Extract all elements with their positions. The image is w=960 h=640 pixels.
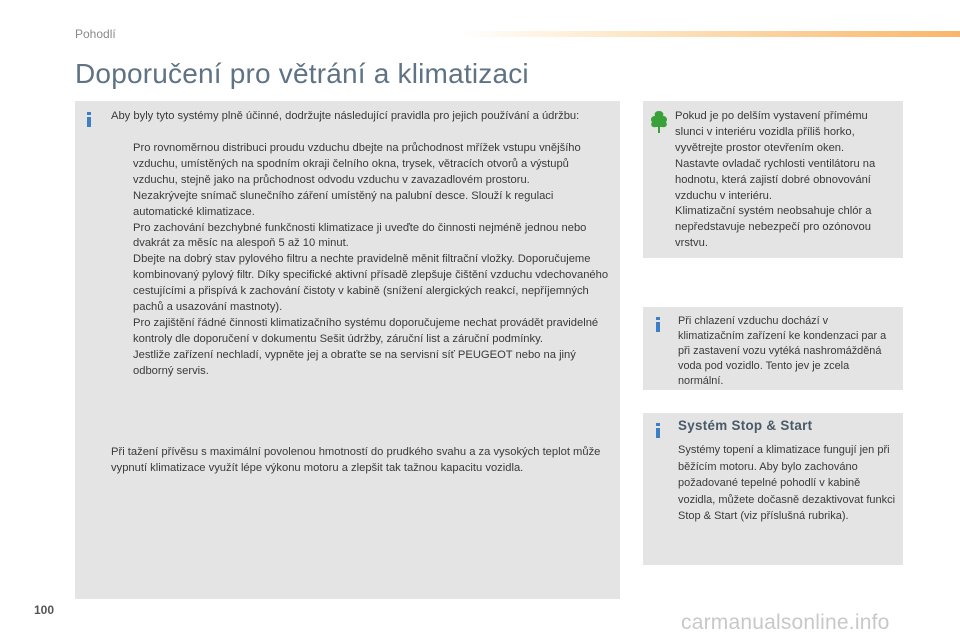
eco-paragraph: Klimatizační systém neobsahuje chlór a nepředstavuje nebezpečí pro ozónovou vrstvu. [675, 205, 872, 250]
list-item-text: Pro rovnoměrnou distribuci proudu vzduchu dbejte na průchodnost mřížek vstupu vnějšího vzduchu, umístěných na spodním okraji čelního okna, trysek, větracích otvorů a výstupů vzduchu, stejně jako na průchodnost odvodu vzduchu v zavazadlovém prostoru. [133, 142, 581, 186]
list-item [111, 316, 611, 348]
stop-start-panel [643, 413, 903, 565]
list-item-text: Pro zajištění řádné činnosti klimatizačního systému doporučujeme nechat provádět pravidelné kontroly dle doporučení v dokumentu Sešit údržby, záruční list a záruční podmínky. [133, 316, 599, 345]
list-item [111, 348, 611, 380]
list-item [111, 221, 611, 253]
list-item-text: Dbejte na dobrý stav pylového filtru a nechte pravidelně měnit filtrační vložky. Doporučujeme kombinovaný pylový filtr. Díky specifické aktivní přísadě zlepšuje čištění vzduchu vdechovaného cestujícími a přispívá k zachování čistoty v kabině (snížení alergických reakcí, nepříjemných pachů a usazování mastnoty). [133, 253, 609, 314]
page-number: 100 [34, 603, 55, 617]
towing-paragraph: Při tažení přívěsu s maximální povolenou hmotností do prudkého svahu a za vysokých teplot může vypnutí klimatizace využít lépe výkonu motoru a zlepšit tak tažnou kapacitu vozidla. [111, 446, 601, 474]
info-icon [656, 317, 660, 332]
intro-paragraph: Aby byly tyto systémy plně účinné, dodržujte následující pravidla pro jejich používání a údržbu: [111, 110, 580, 122]
list-item-text: Jestliže zařízení nechladí, vypněte jej a obraťte se na servisní síť PEUGEOT nebo na jiný odborný servis. [133, 348, 576, 377]
ventilation-advice-panel [75, 101, 620, 599]
eco-paragraph: Pokud je po delším vystavení přímému slunci v interiéru vozidla příliš horko, vyvětrejte prostor otevřením oken. [675, 110, 868, 154]
advice-list [111, 141, 611, 380]
list-item [111, 189, 611, 221]
list-item-text: Pro zachování bezchybné funkčnosti klimatizace ji uveďte do činnosti nejméně jednou nebo dvakrát za měsíc na alespoň 5 až 10 minut. [133, 221, 587, 250]
page-title: Doporučení pro větrání a klimatizaci [75, 58, 529, 89]
condensation-note-text: Při chlazení vzduchu dochází v klimatizačním zařízení ke kondenzaci par a při zastavení vozu vytéká nashromážděná voda pod vozidlo. Tento jev je zcela normální. [678, 315, 887, 387]
section-label: Pohodlí [75, 27, 116, 41]
header-accent-bar [460, 31, 960, 37]
stop-start-text: Systémy topení a klimatizace fungují jen při běžícím motoru. Aby bylo zachováno požadované tepelné pohodlí v kabině vozidla, můžete dočasně dezaktivovat funkci Stop & Start (viz příslušná rubrika). [678, 444, 896, 523]
list-item [111, 141, 611, 189]
eco-paragraph: Nastavte ovladač rychlosti ventilátoru na hodnotu, která zajistí dobré obnovování vzduchu v interiéru. [675, 157, 876, 202]
list-item [111, 252, 611, 316]
watermark: carmanualsonline.info [681, 611, 890, 634]
info-icon [656, 423, 660, 438]
stop-start-heading: Systém Stop & Start [678, 418, 813, 433]
tree-icon [649, 110, 669, 134]
info-icon [87, 112, 91, 127]
eco-note-text [675, 109, 897, 252]
eco-note-panel [643, 101, 903, 258]
list-item-text: Nezakrývejte snímač slunečního záření umístěný na palubní desce. Slouží k regulaci automatické klimatizace. [133, 189, 554, 218]
condensation-note-panel [643, 307, 903, 390]
